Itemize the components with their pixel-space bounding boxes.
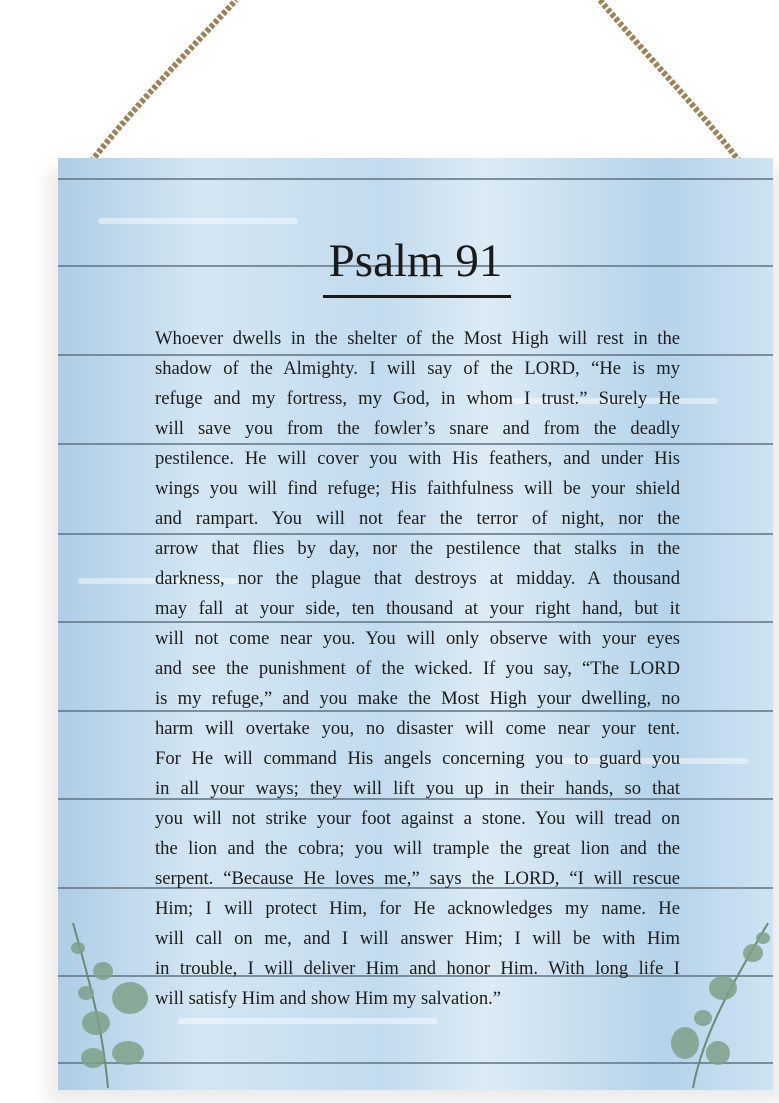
text-line: Whoever dwells in the shelter of the Most High will rest in the <box>155 328 680 349</box>
wooden-sign <box>58 158 773 1090</box>
text-line: refuge and my fortress, my God, in whom I trust.” Surely He <box>155 388 680 409</box>
text-line: Him; I will protect Him, for He acknowledges my name. He <box>155 898 680 919</box>
text-line: For He will command His angels concerning you to guard you <box>155 748 680 769</box>
text-line: shadow of the Almighty. I will say of the LORD, “He is my <box>155 358 680 379</box>
text-line: pestilence. He will cover you with His feathers, and under His <box>155 448 680 469</box>
text-line: will not come near you. You will only observe with your eyes <box>155 628 680 649</box>
text-line: harm will overtake you, no disaster will come near your tent. <box>155 718 680 739</box>
text-line: serpent. “Because He loves me,” says the LORD, “I will rescue <box>155 868 680 889</box>
text-line: arrow that flies by day, nor the pestilence that stalks in the <box>155 538 680 559</box>
text-line: will save you from the fowler’s snare and from the deadly <box>155 418 680 439</box>
psalm-text <box>155 324 680 1014</box>
text-line: the lion and the cobra; you will trample the great lion and the <box>155 838 680 859</box>
text-line: will call on me, and I will answer Him; I will be with Him <box>155 928 680 949</box>
text-line: is my refuge,” and you make the Most High your dwelling, no <box>155 688 680 709</box>
text-line: darkness, nor the plague that destroys at midday. A thousand <box>155 568 680 589</box>
text-line: in all your ways; they will lift you up in their hands, so that <box>155 778 680 799</box>
text-line: you will not strike your foot against a stone. You will tread on <box>155 808 680 829</box>
text-line: and see the punishment of the wicked. If you say, “The LORD <box>155 658 680 679</box>
eucalyptus-right-icon <box>663 913 773 1090</box>
sign-title: Psalm 91 <box>328 235 503 287</box>
text-line: in trouble, I will deliver Him and honor Him. With long life I <box>155 958 680 979</box>
eucalyptus-left-icon <box>58 913 158 1090</box>
title-underline <box>323 295 511 298</box>
text-line: wings you will find refuge; His faithfulness will be your shield <box>155 478 680 499</box>
text-line: may fall at your side, ten thousand at your right hand, but it <box>155 598 680 619</box>
text-line: will satisfy Him and show Him my salvation.” <box>155 988 502 1009</box>
text-line: and rampart. You will not fear the terror of night, nor the <box>155 508 680 529</box>
